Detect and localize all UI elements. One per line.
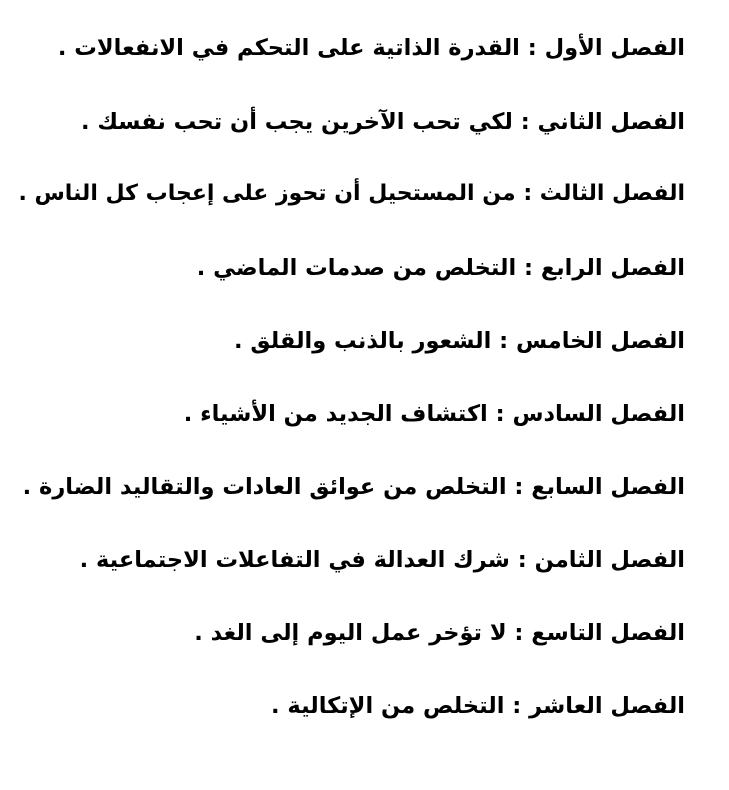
chapter-separator: :: [504, 693, 530, 719]
chapter-label: الفصل الخامس: [515, 328, 685, 354]
chapter-title: اكتشاف الجديد من الأشياء .: [183, 401, 488, 427]
chapter-title: التخلص من صدمات الماضي .: [196, 255, 517, 281]
chapter-title: القدرة الذاتية على التحكم في الانفعالات .: [57, 35, 520, 61]
chapter-title: لكي تحب الآخرين يجب أن تحب نفسك .: [80, 109, 513, 135]
chapter-title: لا تؤخر عمل اليوم إلى الغد .: [194, 620, 507, 646]
chapter-title: من المستحيل أن تحوز على إعجاب كل الناس .: [18, 181, 516, 206]
chapter-separator: :: [506, 620, 532, 646]
chapter-line-10: [271, 686, 685, 726]
chapter-separator: :: [516, 255, 541, 281]
chapter-separator: :: [512, 109, 538, 135]
chapter-title: الشعور بالذنب والقلق .: [234, 328, 492, 354]
chapter-separator: :: [509, 547, 535, 573]
chapter-label: الفصل الثاني: [537, 109, 685, 135]
chapter-separator: :: [515, 181, 540, 206]
chapter-label: الفصل الأول: [544, 35, 685, 61]
chapter-line-4: [197, 248, 685, 288]
chapter-separator: :: [506, 474, 532, 500]
chapter-label: الفصل التاسع: [531, 620, 685, 646]
chapter-line-7: [23, 467, 685, 507]
chapter-separator: :: [487, 401, 513, 427]
chapter-label: الفصل الثامن: [534, 547, 685, 573]
chapter-line-1: [58, 28, 685, 68]
chapter-title: التخلص من عوائق العادات والتقاليد الضارة .: [22, 474, 507, 500]
chapter-title: التخلص من الإتكالية .: [271, 693, 505, 719]
chapter-label: الفصل الرابع: [540, 255, 685, 281]
chapter-line-5: [234, 321, 685, 361]
chapter-label: الفصل السادس: [512, 401, 685, 427]
chapter-title: شرك العدالة في التفاعلات الاجتماعية .: [79, 547, 510, 573]
chapter-line-8: [80, 540, 685, 580]
chapter-separator: :: [491, 328, 516, 354]
chapter-label: الفصل الثالث: [539, 181, 685, 206]
chapter-separator: :: [519, 35, 545, 61]
chapter-line-6: [184, 394, 685, 434]
chapter-label: الفصل العاشر: [529, 693, 685, 719]
chapter-line-2: [81, 102, 685, 142]
chapter-line-9: [194, 613, 685, 653]
chapter-line-3: [18, 174, 685, 214]
chapter-label: الفصل السابع: [531, 474, 685, 500]
